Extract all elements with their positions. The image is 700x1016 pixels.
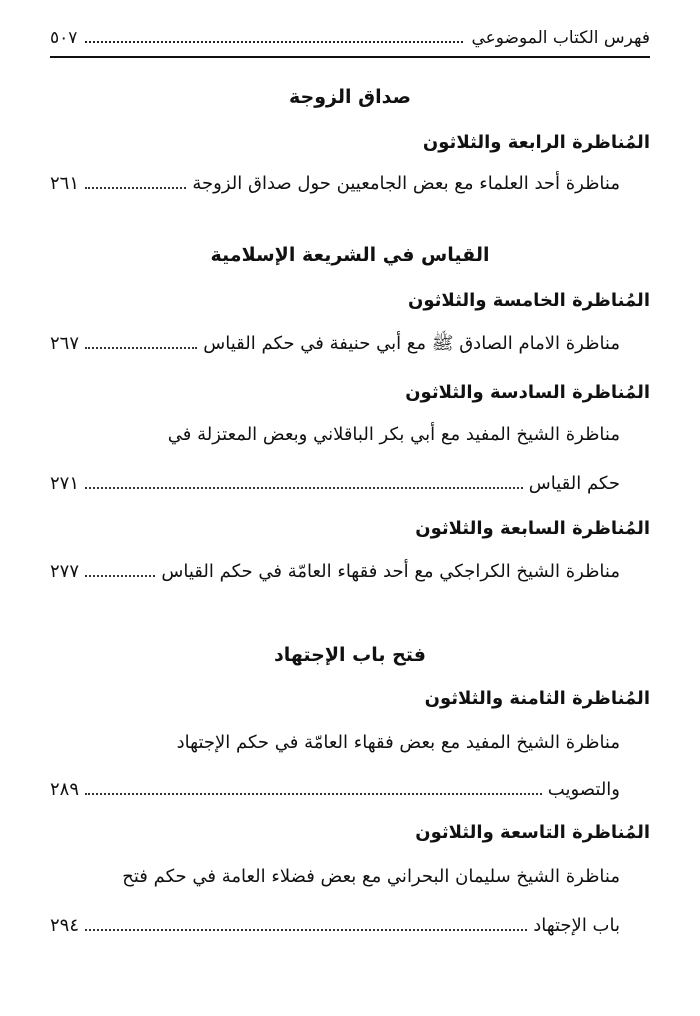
entry-text: باب الإجتهاد [533, 915, 620, 936]
entry-text: مناظرة الشيخ الكراجكي مع أحد فقهاء العامّة في حكم القياس [161, 561, 620, 582]
header-page-number: ٥٠٧ [50, 28, 78, 48]
leader-dots [85, 347, 197, 349]
entry-text: مناظرة الامام الصادق ﷺ مع أبي حنيفة في حكم القياس [203, 333, 620, 354]
entry-text: حكم القياس [528, 473, 620, 494]
section-title: صداق الزوجة [289, 86, 411, 108]
subheading: المُناظرة السادسة والثلاثون [405, 382, 650, 403]
entry-page: ٢٨٩ [50, 779, 80, 800]
subheading: المُناظرة السابعة والثلاثون [415, 518, 650, 539]
entry-page: ٢٧٧ [50, 561, 80, 582]
leader-dots [85, 575, 155, 577]
header-rule [50, 56, 650, 58]
leader-dots [85, 187, 186, 189]
subheading: المُناظرة الخامسة والثلاثون [408, 290, 650, 311]
entry-page: ٢٦٧ [50, 333, 80, 354]
section-title: القياس في الشريعة الإسلامية [210, 244, 490, 266]
toc-entry[interactable] [50, 170, 620, 197]
page-header [50, 28, 650, 48]
entry-page: ٢٦١ [50, 173, 80, 194]
entry-text-line1: مناظرة الشيخ سليمان البحراني مع بعض فضلاء العامة في حكم فتح [122, 866, 620, 887]
toc-entry[interactable] [50, 558, 620, 585]
leader-dots [85, 487, 523, 489]
subheading: المُناظرة الثامنة والثلاثون [424, 688, 650, 709]
toc-entry[interactable] [50, 330, 620, 357]
leader-dots [85, 929, 527, 931]
header-title: فهرس الكتاب الموضوعي [471, 28, 650, 48]
section-title: فتح باب الإجتهاد [273, 644, 427, 666]
toc-entry[interactable] [50, 776, 620, 803]
subheading: المُناظرة التاسعة والثلاثون [415, 822, 650, 843]
entry-text-line1: مناظرة الشيخ المفيد مع بعض فقهاء العامّة في حكم الإجتهاد [176, 732, 620, 753]
subheading: المُناظرة الرابعة والثلاثون [422, 132, 650, 153]
entry-page: ٢٧١ [50, 473, 80, 494]
toc-entry[interactable] [50, 912, 620, 939]
entry-text: والتصويب [547, 779, 620, 800]
leader-dots [85, 793, 542, 795]
entry-text-line1: مناظرة الشيخ المفيد مع أبي بكر الباقلاني وبعض المعتزلة في [167, 424, 620, 445]
entry-page: ٢٩٤ [50, 915, 80, 936]
header-leader-dots [85, 41, 463, 43]
entry-text: مناظرة أحد العلماء مع بعض الجامعيين حول صداق الزوجة [192, 173, 620, 194]
toc-entry[interactable] [50, 470, 620, 497]
